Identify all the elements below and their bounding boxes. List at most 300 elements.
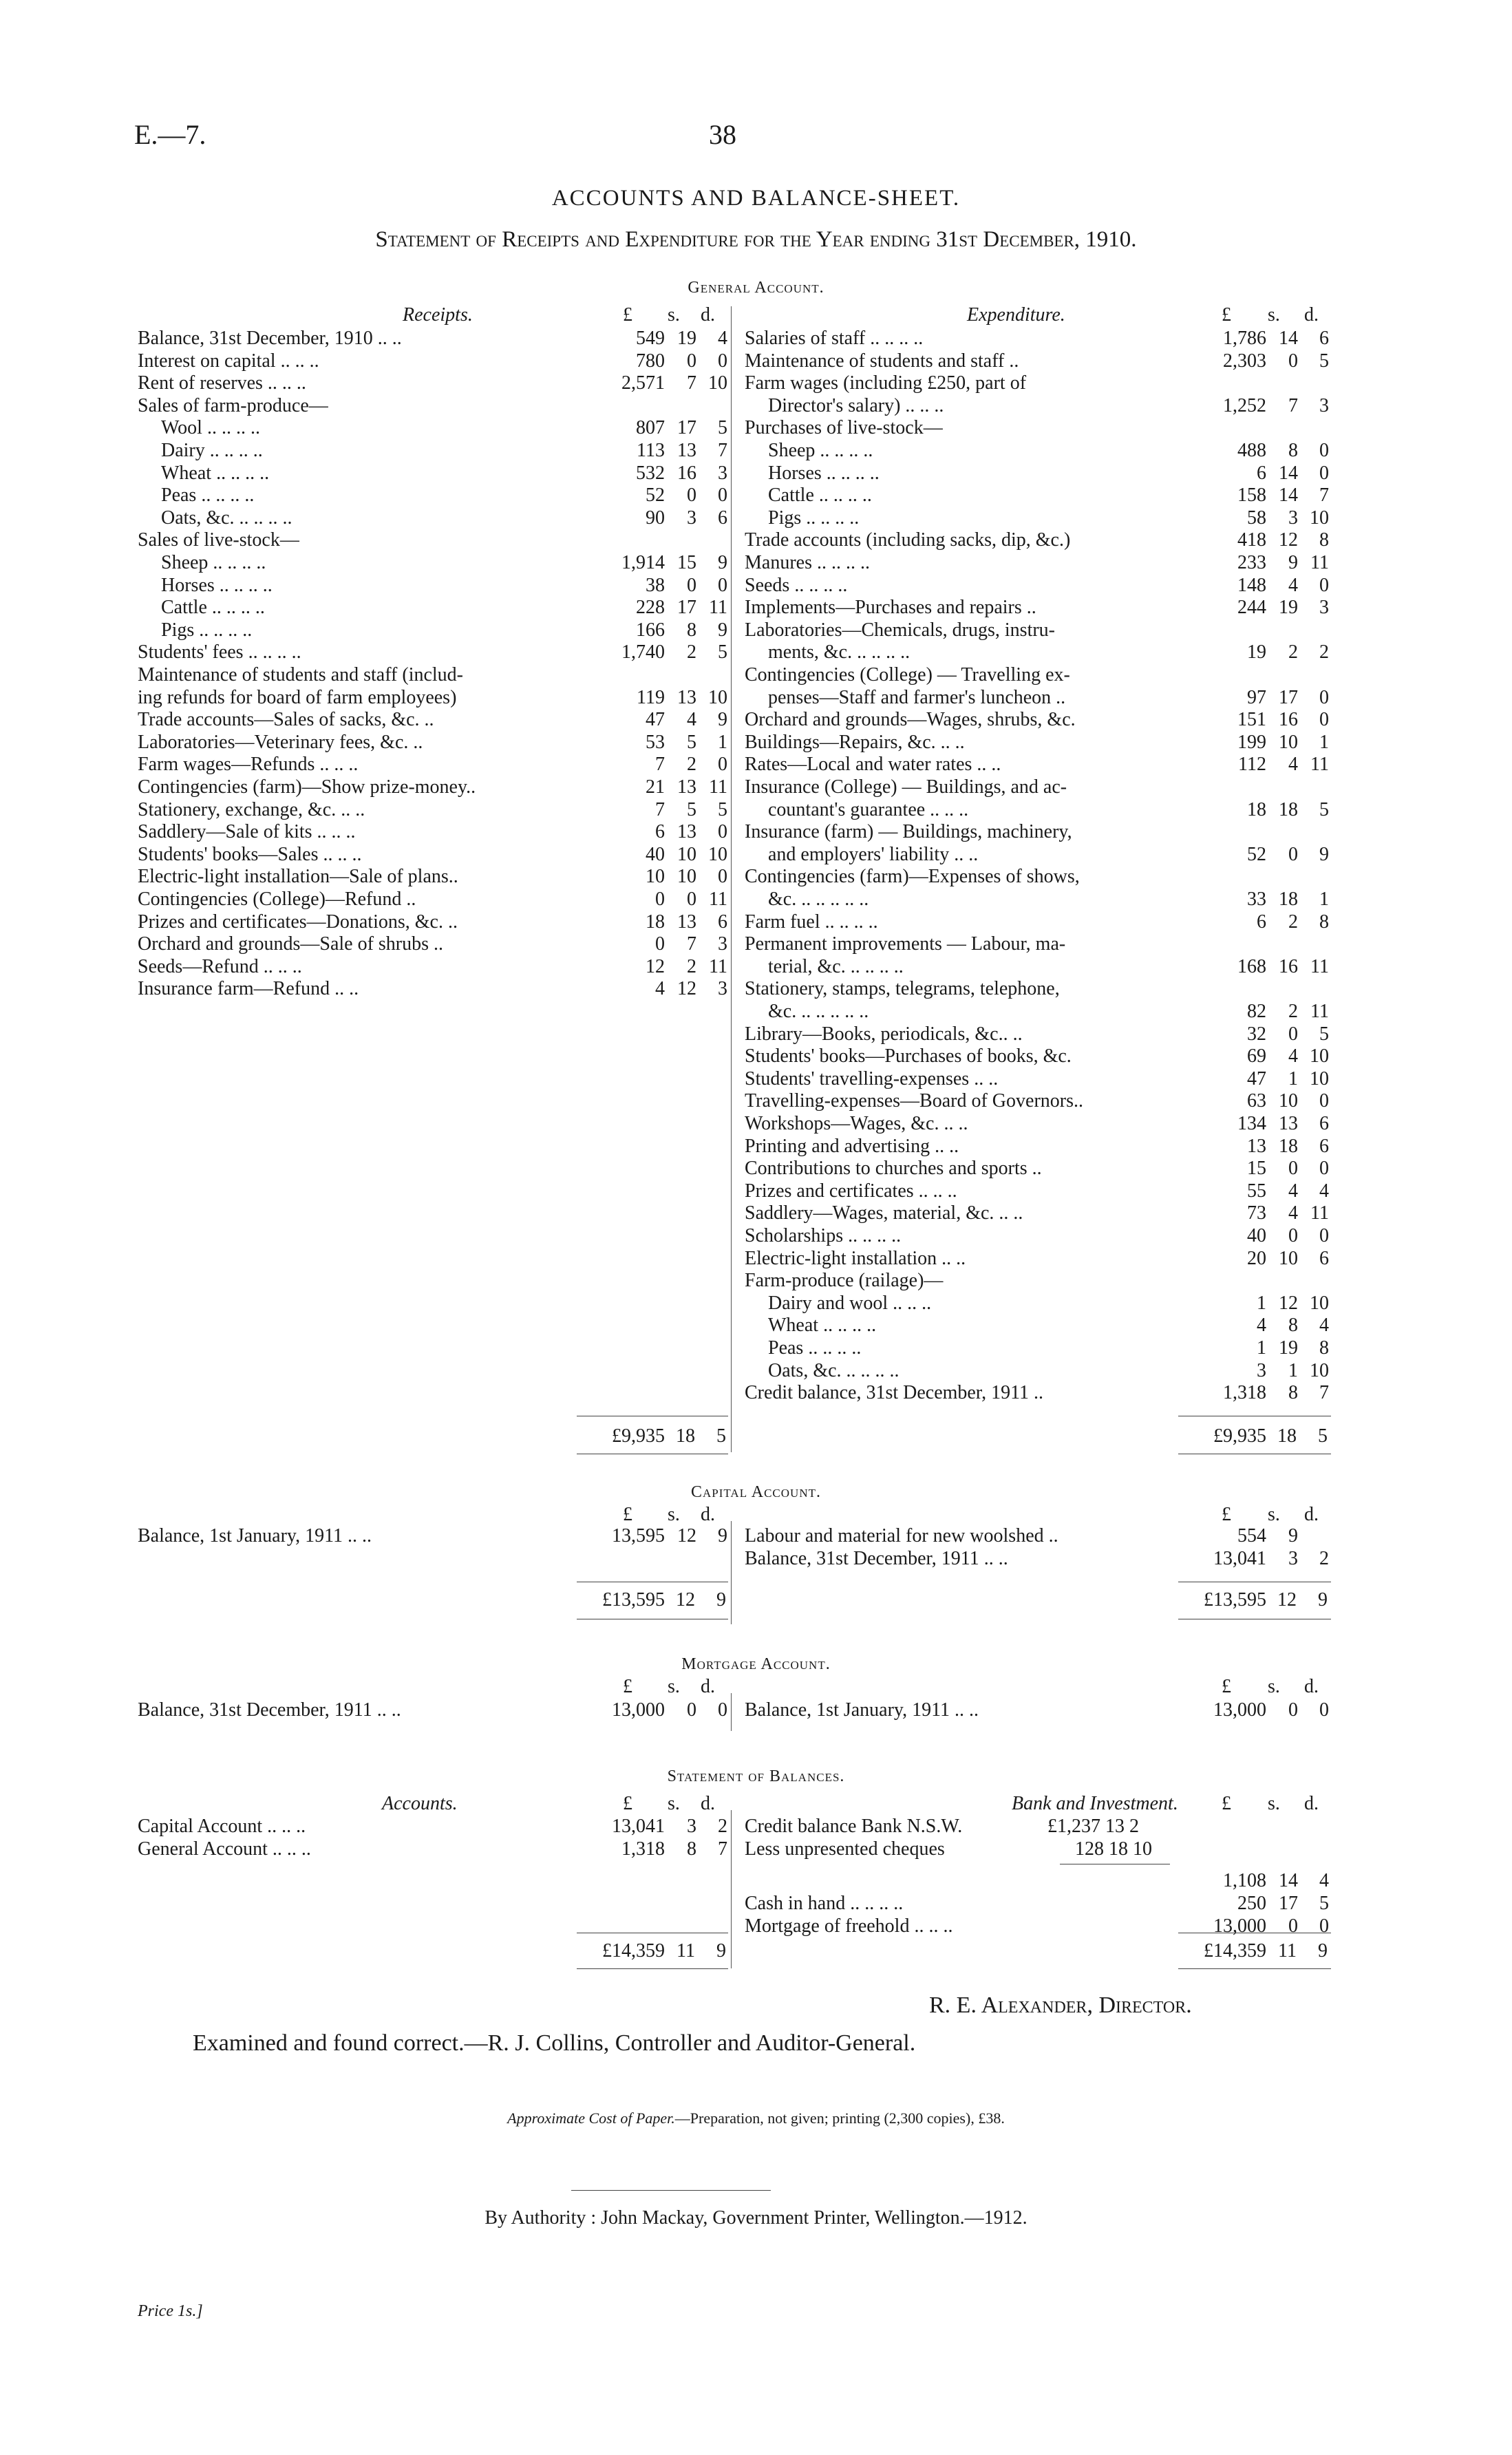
- balances-left-amount-shillings: 3: [687, 1816, 696, 1837]
- receipt-row: [138, 820, 728, 843]
- cost-note-label: Approximate Cost of Paper.: [507, 2109, 675, 2127]
- receipt-label: Horses .. .. .. ..: [161, 574, 273, 596]
- mortgage-right-row: [745, 1699, 1331, 1721]
- receipt-amount-shillings: 17: [677, 597, 696, 619]
- footer-rule: [571, 2190, 771, 2191]
- receipt-amount-shillings: 2: [687, 641, 696, 663]
- receipt-label: Orchard and grounds—Sale of shrubs ..: [138, 933, 444, 955]
- expenditure-row: [745, 327, 1331, 350]
- receipt-amount-pence: 4: [718, 328, 727, 349]
- capital-right-total-shillings: 12: [1277, 1589, 1297, 1611]
- expenditure-label: Purchases of live-stock—: [745, 417, 943, 439]
- balances-left-amount-pounds: 1,318: [621, 1838, 665, 1860]
- expenditure-amount-shillings: 7: [1288, 394, 1298, 416]
- expenditure-row: [745, 462, 1331, 485]
- expenditure-amount-pounds: 47: [1247, 1067, 1266, 1090]
- expenditure-amount-pounds: 1,252: [1223, 394, 1266, 416]
- general-account-heading: General Account.: [688, 279, 824, 297]
- receipts-total-pounds: £9,935: [612, 1425, 665, 1447]
- mortgage-right-label: Balance, 1st January, 1911 .. ..: [745, 1699, 979, 1721]
- mortgage-left-amount-pence: 0: [718, 1699, 727, 1721]
- expenditure-label: and employers' liability .. ..: [768, 843, 979, 865]
- receipt-amount-pounds: 40: [646, 843, 665, 865]
- expenditure-label: Students' travelling-expenses .. ..: [745, 1067, 999, 1090]
- expenditure-label: Library—Books, periodicals, &c.. ..: [745, 1023, 1023, 1045]
- receipt-amount-pounds: 47: [646, 709, 665, 731]
- expenditure-amount-shillings: 19: [1279, 597, 1298, 619]
- receipt-row: [138, 776, 728, 798]
- receipt-amount-shillings: 0: [687, 574, 696, 596]
- receipt-amount-pounds: 52: [646, 485, 665, 507]
- expenditure-amount-pence: 0: [1319, 686, 1329, 708]
- expenditure-amount-pence: 4: [1319, 1315, 1329, 1337]
- expenditure-amount-shillings: 4: [1288, 1202, 1298, 1224]
- receipt-row: [138, 327, 728, 350]
- expenditure-amount-shillings: 14: [1279, 462, 1298, 484]
- expenditure-amount-shillings: 8: [1288, 1315, 1298, 1337]
- expenditure-amount-pounds: 82: [1247, 1001, 1266, 1022]
- expenditure-label: Peas .. .. .. ..: [768, 1337, 862, 1359]
- expenditure-label: Horses .. .. .. ..: [768, 462, 880, 484]
- expenditure-row: [745, 1381, 1331, 1404]
- expenditure-amount-pounds: 168: [1237, 955, 1266, 977]
- expenditure-amount-pence: 6: [1319, 1135, 1329, 1157]
- receipt-label: Sales of farm-produce—: [138, 394, 328, 416]
- expenditure-label: Dairy and wool .. .. ..: [768, 1292, 932, 1314]
- expenditure-amount-pounds: 13: [1247, 1135, 1266, 1157]
- expenditure-label: Farm fuel .. .. .. ..: [745, 911, 878, 933]
- balances-left-amount-pence: 7: [718, 1838, 727, 1860]
- expenditure-label: penses—Staff and farmer's luncheon ..: [768, 686, 1066, 708]
- expenditure-label: Director's salary) .. .. ..: [768, 394, 944, 416]
- receipt-amount-pence: 10: [708, 686, 727, 708]
- expenditure-label: Cattle .. .. .. ..: [768, 485, 872, 507]
- expenditure-label: &c. .. .. .. .. ..: [768, 889, 869, 910]
- expenditure-row: [745, 529, 1331, 551]
- receipt-amount-shillings: 8: [687, 619, 696, 641]
- receipt-amount-shillings: 15: [677, 552, 696, 573]
- capital-right-amount-shillings: 3: [1288, 1548, 1298, 1569]
- receipt-row: [138, 708, 728, 731]
- receipt-amount-pounds: 6: [655, 821, 665, 843]
- receipt-label: Pigs .. .. .. ..: [161, 619, 253, 641]
- receipt-amount-pounds: 12: [646, 955, 665, 977]
- receipt-amount-shillings: 2: [687, 955, 696, 977]
- balances-left-amount-pence: 2: [718, 1816, 727, 1837]
- expenditure-label: Insurance (College) — Buildings, and ac-: [745, 776, 1067, 798]
- center-divider-capital: [731, 1521, 732, 1624]
- expenditure-label: Wheat .. .. .. ..: [768, 1315, 877, 1337]
- authority-text: By Authority : John Mackay, Government Printer, Wellington.—1912.: [485, 2207, 1027, 2229]
- balances-right-total-pounds: £14,359: [1204, 1940, 1266, 1962]
- balances-left-label: General Account .. .. ..: [138, 1838, 311, 1860]
- receipt-label: Saddlery—Sale of kits .. .. ..: [138, 821, 356, 843]
- expenditure-label: Pigs .. .. .. ..: [768, 507, 860, 529]
- expenditure-row: [745, 1202, 1331, 1224]
- expenditure-row: [745, 394, 1331, 417]
- balances-left-row: [138, 1815, 728, 1838]
- expenditure-amount-pence: 11: [1310, 1202, 1329, 1224]
- expenditure-amount-pounds: 4: [1257, 1315, 1266, 1337]
- expenditure-label: Farm wages (including £250, part of: [745, 372, 1027, 394]
- expenditure-total-pence: 5: [1318, 1425, 1328, 1447]
- expenditure-label: Oats, &c. .. .. .. ..: [768, 1359, 899, 1381]
- expenditure-row: [745, 1269, 1331, 1292]
- expenditure-row: [745, 416, 1331, 439]
- expenditure-amount-pence: 6: [1319, 1113, 1329, 1134]
- bank-line-cheques: [745, 1838, 1185, 1860]
- expenditure-label: Contingencies (farm)—Expenses of shows,: [745, 866, 1080, 888]
- balances-right-row: [745, 1869, 1331, 1892]
- receipt-amount-pounds: 2,571: [621, 372, 665, 394]
- expenditure-amount-pounds: 134: [1237, 1113, 1266, 1134]
- expenditure-amount-pounds: 2,303: [1223, 350, 1266, 372]
- expenditure-amount-shillings: 18: [1279, 798, 1298, 820]
- bank-cheques-label: Less unpresented cheques: [745, 1838, 945, 1860]
- expenditure-row: [745, 911, 1331, 933]
- capital-left-amount-pence: 9: [718, 1525, 727, 1547]
- page-title: ACCOUNTS AND BALANCE-SHEET.: [551, 186, 961, 211]
- expenditure-amount-pounds: 33: [1247, 889, 1266, 910]
- expenditure-heading: Expenditure.: [967, 304, 1065, 326]
- mortgage-col-pounds-right: £: [1222, 1676, 1231, 1697]
- capital-left-amount-shillings: 12: [677, 1525, 696, 1547]
- receipt-row: [138, 686, 728, 709]
- receipt-row: [138, 888, 728, 911]
- capital-left-label: Balance, 1st January, 1911 .. ..: [138, 1525, 372, 1547]
- capital-left-amount-pounds: 13,595: [612, 1525, 665, 1547]
- expenditure-label: Salaries of staff .. .. .. ..: [745, 328, 924, 349]
- expenditure-amount-pence: 1: [1319, 731, 1329, 753]
- balances-col-shillings-right: s.: [1268, 1793, 1280, 1814]
- receipt-row: [138, 911, 728, 933]
- expenditure-amount-pounds: 112: [1238, 754, 1266, 776]
- receipt-row: [138, 798, 728, 821]
- expenditure-label: terial, &c. .. .. .. ..: [768, 955, 904, 977]
- expenditure-row: [745, 843, 1331, 866]
- receipt-amount-pence: 11: [709, 597, 727, 619]
- expenditure-amount-pence: 0: [1319, 1225, 1329, 1246]
- balances-right-amount-shillings: 0: [1288, 1915, 1298, 1937]
- balances-right-amount-shillings: 17: [1279, 1893, 1298, 1914]
- expenditure-label: Rates—Local and water rates .. ..: [745, 754, 1001, 776]
- receipt-label: Students' books—Sales .. .. ..: [138, 843, 362, 865]
- expenditure-label: Contributions to churches and sports ..: [745, 1158, 1042, 1180]
- expenditure-amount-shillings: 14: [1279, 328, 1298, 349]
- expenditure-amount-pounds: 158: [1237, 485, 1266, 507]
- expenditure-row: [745, 1180, 1331, 1202]
- receipt-amount-pounds: 4: [655, 978, 665, 1000]
- expenditure-amount-pence: 1: [1319, 889, 1329, 910]
- receipt-amount-pounds: 7: [655, 798, 665, 820]
- balances-heading: Statement of Balances.: [667, 1767, 845, 1785]
- authority-line: [0, 2207, 1512, 2229]
- receipt-amount-shillings: 10: [677, 843, 696, 865]
- capital-account-heading: Capital Account.: [691, 1483, 821, 1501]
- expenditure-amount-pence: 7: [1319, 485, 1329, 507]
- expenditure-amount-pounds: 6: [1257, 911, 1266, 933]
- receipt-row: [138, 933, 728, 955]
- col-pounds-left: £: [623, 304, 632, 326]
- mortgage-col-pence-right: d.: [1304, 1676, 1319, 1697]
- receipt-amount-pounds: 0: [655, 933, 665, 955]
- expenditure-amount-pence: 0: [1319, 574, 1329, 596]
- balances-col-pounds-left: £: [623, 1793, 632, 1814]
- mortgage-right-amount-pence: 0: [1319, 1699, 1329, 1721]
- balances-col-pence-left: d.: [701, 1793, 715, 1814]
- expenditure-amount-pence: 0: [1319, 440, 1329, 461]
- receipt-label: Contingencies (College)—Refund ..: [138, 889, 416, 910]
- expenditure-amount-pence: 11: [1310, 754, 1329, 776]
- expenditure-amount-pence: 2: [1319, 641, 1329, 663]
- receipt-label: Rent of reserves .. .. ..: [138, 372, 306, 394]
- receipt-amount-shillings: 13: [677, 911, 696, 933]
- receipt-amount-pence: 5: [718, 417, 727, 439]
- col-pounds-right: £: [1222, 304, 1231, 326]
- receipt-label: Contingencies (farm)—Show prize-money..: [138, 776, 476, 798]
- receipt-label: Laboratories—Veterinary fees, &c. ..: [138, 731, 423, 753]
- expenditure-label: Stationery, stamps, telegrams, telephone,: [745, 978, 1060, 1000]
- receipt-amount-pounds: 1,740: [621, 641, 665, 663]
- expenditure-amount-pence: 0: [1319, 1158, 1329, 1180]
- receipt-amount-pence: 0: [718, 821, 727, 843]
- expenditure-row: [745, 439, 1331, 462]
- expenditure-amount-pence: 10: [1310, 1359, 1329, 1381]
- receipt-amount-pounds: 53: [646, 731, 665, 753]
- receipt-amount-pounds: 119: [637, 686, 665, 708]
- expenditure-label: Manures .. .. .. ..: [745, 552, 870, 573]
- expenditure-amount-shillings: 12: [1279, 1292, 1298, 1314]
- receipt-amount-pence: 3: [718, 462, 727, 484]
- expenditure-amount-shillings: 9: [1288, 552, 1298, 573]
- capital-right-label: Labour and material for new woolshed ..: [745, 1525, 1058, 1547]
- expenditure-amount-pounds: 63: [1247, 1090, 1266, 1112]
- expenditure-amount-pounds: 418: [1237, 529, 1266, 551]
- bank-credit-amount: £1,237 13 2: [1047, 1816, 1139, 1837]
- expenditure-amount-pence: 10: [1310, 1045, 1329, 1067]
- receipt-amount-pence: 0: [718, 754, 727, 776]
- expenditure-row: [745, 1067, 1331, 1090]
- mortgage-account-heading: Mortgage Account.: [681, 1655, 831, 1673]
- expenditure-amount-pounds: 32: [1247, 1023, 1266, 1045]
- receipt-amount-pounds: 1,914: [621, 552, 665, 573]
- expenditure-amount-shillings: 17: [1279, 686, 1298, 708]
- expenditure-amount-shillings: 8: [1288, 440, 1298, 461]
- expenditure-amount-pounds: 151: [1237, 709, 1266, 731]
- capital-left-row: [138, 1524, 728, 1547]
- expenditure-row: [745, 663, 1331, 686]
- capital-left-total-pence: 9: [716, 1589, 726, 1611]
- expenditure-amount-pounds: 1: [1257, 1292, 1266, 1314]
- expenditure-row: [745, 619, 1331, 641]
- receipt-label: Prizes and certificates—Donations, &c. ..: [138, 911, 458, 933]
- balances-left-total-rule-bottom: [577, 1968, 728, 1969]
- expenditure-row: [745, 731, 1331, 754]
- price: Price 1s.]: [138, 2302, 203, 2320]
- expenditure-amount-shillings: 0: [1288, 1023, 1298, 1045]
- receipt-amount-shillings: 17: [677, 417, 696, 439]
- receipt-label: Maintenance of students and staff (includ-: [138, 664, 464, 686]
- expenditure-amount-pounds: 6: [1257, 462, 1266, 484]
- receipt-amount-pounds: 38: [646, 574, 665, 596]
- expenditure-amount-pounds: 244: [1237, 597, 1266, 619]
- receipt-amount-pounds: 7: [655, 754, 665, 776]
- receipt-amount-pounds: 90: [646, 507, 665, 529]
- expenditure-label: Implements—Purchases and repairs ..: [745, 597, 1036, 619]
- mortgage-left-amount-shillings: 0: [687, 1699, 696, 1721]
- receipt-row: [138, 596, 728, 619]
- expenditure-label: Trade accounts (including sacks, dip, &c.): [745, 529, 1071, 551]
- expenditure-amount-shillings: 10: [1279, 1090, 1298, 1112]
- expenditure-amount-shillings: 4: [1288, 1045, 1298, 1067]
- receipt-label: Cattle .. .. .. ..: [161, 597, 265, 619]
- receipt-amount-shillings: 5: [687, 731, 696, 753]
- expenditure-amount-pence: 8: [1319, 529, 1329, 551]
- expenditure-label: Insurance (farm) — Buildings, machinery,: [745, 821, 1072, 843]
- expenditure-amount-shillings: 18: [1279, 889, 1298, 910]
- receipt-amount-pence: 11: [709, 776, 727, 798]
- expenditure-amount-shillings: 19: [1279, 1337, 1298, 1359]
- receipt-amount-pounds: 228: [636, 597, 665, 619]
- receipt-row: [138, 372, 728, 394]
- capital-right-total-pence: 9: [1318, 1589, 1328, 1611]
- expenditure-amount-shillings: 16: [1279, 709, 1298, 731]
- balances-right-total-pence: 9: [1318, 1940, 1328, 1962]
- expenditure-row: [745, 1000, 1331, 1023]
- cost-note: [0, 2109, 1512, 2127]
- receipt-amount-shillings: 0: [687, 889, 696, 910]
- balances-right-amount-pence: 4: [1319, 1870, 1329, 1891]
- expenditure-row: [745, 1090, 1331, 1112]
- expenditure-amount-shillings: 1: [1288, 1359, 1298, 1381]
- bank-line-credit: [745, 1815, 1185, 1838]
- expenditure-amount-pence: 8: [1319, 1337, 1329, 1359]
- expenditure-amount-pence: 4: [1319, 1180, 1329, 1202]
- capital-left-total-pounds: £13,595: [602, 1589, 665, 1611]
- capital-left-total-shillings: 12: [676, 1589, 695, 1611]
- receipt-row: [138, 843, 728, 866]
- receipt-label: Seeds—Refund .. .. ..: [138, 955, 302, 977]
- bank-investment-heading: Bank and Investment.: [1012, 1793, 1178, 1814]
- expenditure-row: [745, 933, 1331, 955]
- capital-col-pounds-right: £: [1222, 1504, 1231, 1525]
- receipt-row: [138, 350, 728, 372]
- expenditure-row: [745, 798, 1331, 821]
- receipt-amount-pence: 6: [718, 911, 727, 933]
- balances-right-amount-pence: 5: [1319, 1893, 1329, 1914]
- receipt-label: Stationery, exchange, &c. .. ..: [138, 798, 365, 820]
- balances-right-amount-pounds: 250: [1237, 1893, 1266, 1914]
- expenditure-row: [745, 551, 1331, 574]
- expenditure-amount-shillings: 2: [1288, 1001, 1298, 1022]
- expenditure-row: [745, 1135, 1331, 1158]
- receipt-label: Sheep .. .. .. ..: [161, 552, 266, 573]
- expenditure-row: [745, 1247, 1331, 1270]
- expenditure-amount-pence: 9: [1319, 843, 1329, 865]
- expenditure-label: Travelling-expenses—Board of Governors..: [745, 1090, 1083, 1112]
- receipt-amount-pence: 3: [718, 933, 727, 955]
- capital-col-pounds-left: £: [623, 1504, 632, 1525]
- balances-right-row: [745, 1915, 1331, 1937]
- receipt-label: Balance, 31st December, 1910 .. ..: [138, 328, 402, 349]
- receipt-amount-shillings: 7: [687, 933, 696, 955]
- receipt-amount-shillings: 13: [677, 821, 696, 843]
- receipt-amount-shillings: 4: [687, 709, 696, 731]
- accounts-heading: Accounts.: [382, 1793, 458, 1814]
- receipt-amount-shillings: 0: [687, 485, 696, 507]
- expenditure-amount-shillings: 13: [1279, 1113, 1298, 1134]
- capital-right-row: [745, 1547, 1331, 1570]
- receipt-amount-shillings: 5: [687, 798, 696, 820]
- receipt-amount-pence: 1: [718, 731, 727, 753]
- col-shillings-left: s.: [668, 304, 680, 326]
- receipts-total-shillings: 18: [676, 1425, 695, 1447]
- balances-left-total-shillings: 11: [677, 1940, 695, 1962]
- expenditure-label: Buildings—Repairs, &c. .. ..: [745, 731, 965, 753]
- receipt-row: [138, 865, 728, 888]
- balances-right-label: Mortgage of freehold .. .. ..: [745, 1915, 953, 1937]
- receipt-amount-shillings: 13: [677, 776, 696, 798]
- receipt-row: [138, 416, 728, 439]
- balances-col-shillings-left: s.: [668, 1793, 680, 1814]
- receipt-amount-shillings: 7: [687, 372, 696, 394]
- capital-col-shillings-left: s.: [668, 1504, 680, 1525]
- receipt-row: [138, 663, 728, 686]
- mortgage-col-pounds-left: £: [623, 1676, 632, 1697]
- expenditure-row: [745, 372, 1331, 394]
- expenditure-amount-pounds: 233: [1237, 552, 1266, 573]
- receipt-label: Wool .. .. .. ..: [161, 417, 260, 439]
- expenditure-amount-shillings: 0: [1288, 1158, 1298, 1180]
- center-divider-mortgage: [731, 1693, 732, 1731]
- balances-right-label: Cash in hand .. .. .. ..: [745, 1893, 904, 1914]
- receipt-label: Farm wages—Refunds .. .. ..: [138, 754, 359, 776]
- expenditure-amount-pence: 7: [1319, 1382, 1329, 1404]
- mortgage-right-amount-pounds: 13,000: [1213, 1699, 1266, 1721]
- expenditure-amount-pounds: 40: [1247, 1225, 1266, 1246]
- expenditure-label: Credit balance, 31st December, 1911 ..: [745, 1382, 1044, 1404]
- capital-col-shillings-right: s.: [1268, 1504, 1280, 1525]
- expenditure-amount-pence: 5: [1319, 350, 1329, 372]
- expenditure-amount-pounds: 69: [1247, 1045, 1266, 1067]
- expenditure-amount-shillings: 4: [1288, 574, 1298, 596]
- expenditure-amount-shillings: 1: [1288, 1067, 1298, 1090]
- receipt-row: [138, 529, 728, 551]
- expenditure-row: [745, 1292, 1331, 1315]
- expenditure-amount-pence: 10: [1310, 507, 1329, 529]
- expenditure-amount-pence: 11: [1310, 1001, 1329, 1022]
- receipt-amount-shillings: 19: [677, 328, 696, 349]
- expenditure-amount-pounds: 3: [1257, 1359, 1266, 1381]
- balances-right-amount-shillings: 14: [1279, 1870, 1298, 1891]
- mortgage-left-row: [138, 1699, 728, 1721]
- receipt-row: [138, 731, 728, 754]
- expenditure-label: Workshops—Wages, &c. .. ..: [745, 1113, 968, 1134]
- receipt-amount-pounds: 0: [655, 889, 665, 910]
- balances-left-total-pence: 9: [716, 1940, 726, 1962]
- expenditure-amount-pounds: 148: [1237, 574, 1266, 596]
- receipt-row: [138, 955, 728, 978]
- expenditure-amount-pence: 0: [1319, 709, 1329, 731]
- receipt-amount-pence: 0: [718, 485, 727, 507]
- cost-note-text: —Preparation, not given; printing (2,300 copies), £38.: [674, 2109, 1005, 2127]
- receipt-amount-pounds: 549: [636, 328, 665, 349]
- receipt-amount-shillings: 12: [677, 978, 696, 1000]
- receipt-amount-pounds: 18: [646, 911, 665, 933]
- expenditure-label: Farm-produce (railage)—: [745, 1270, 944, 1292]
- expenditure-amount-pence: 11: [1310, 552, 1329, 573]
- balances-left-amount-pounds: 13,041: [612, 1816, 665, 1837]
